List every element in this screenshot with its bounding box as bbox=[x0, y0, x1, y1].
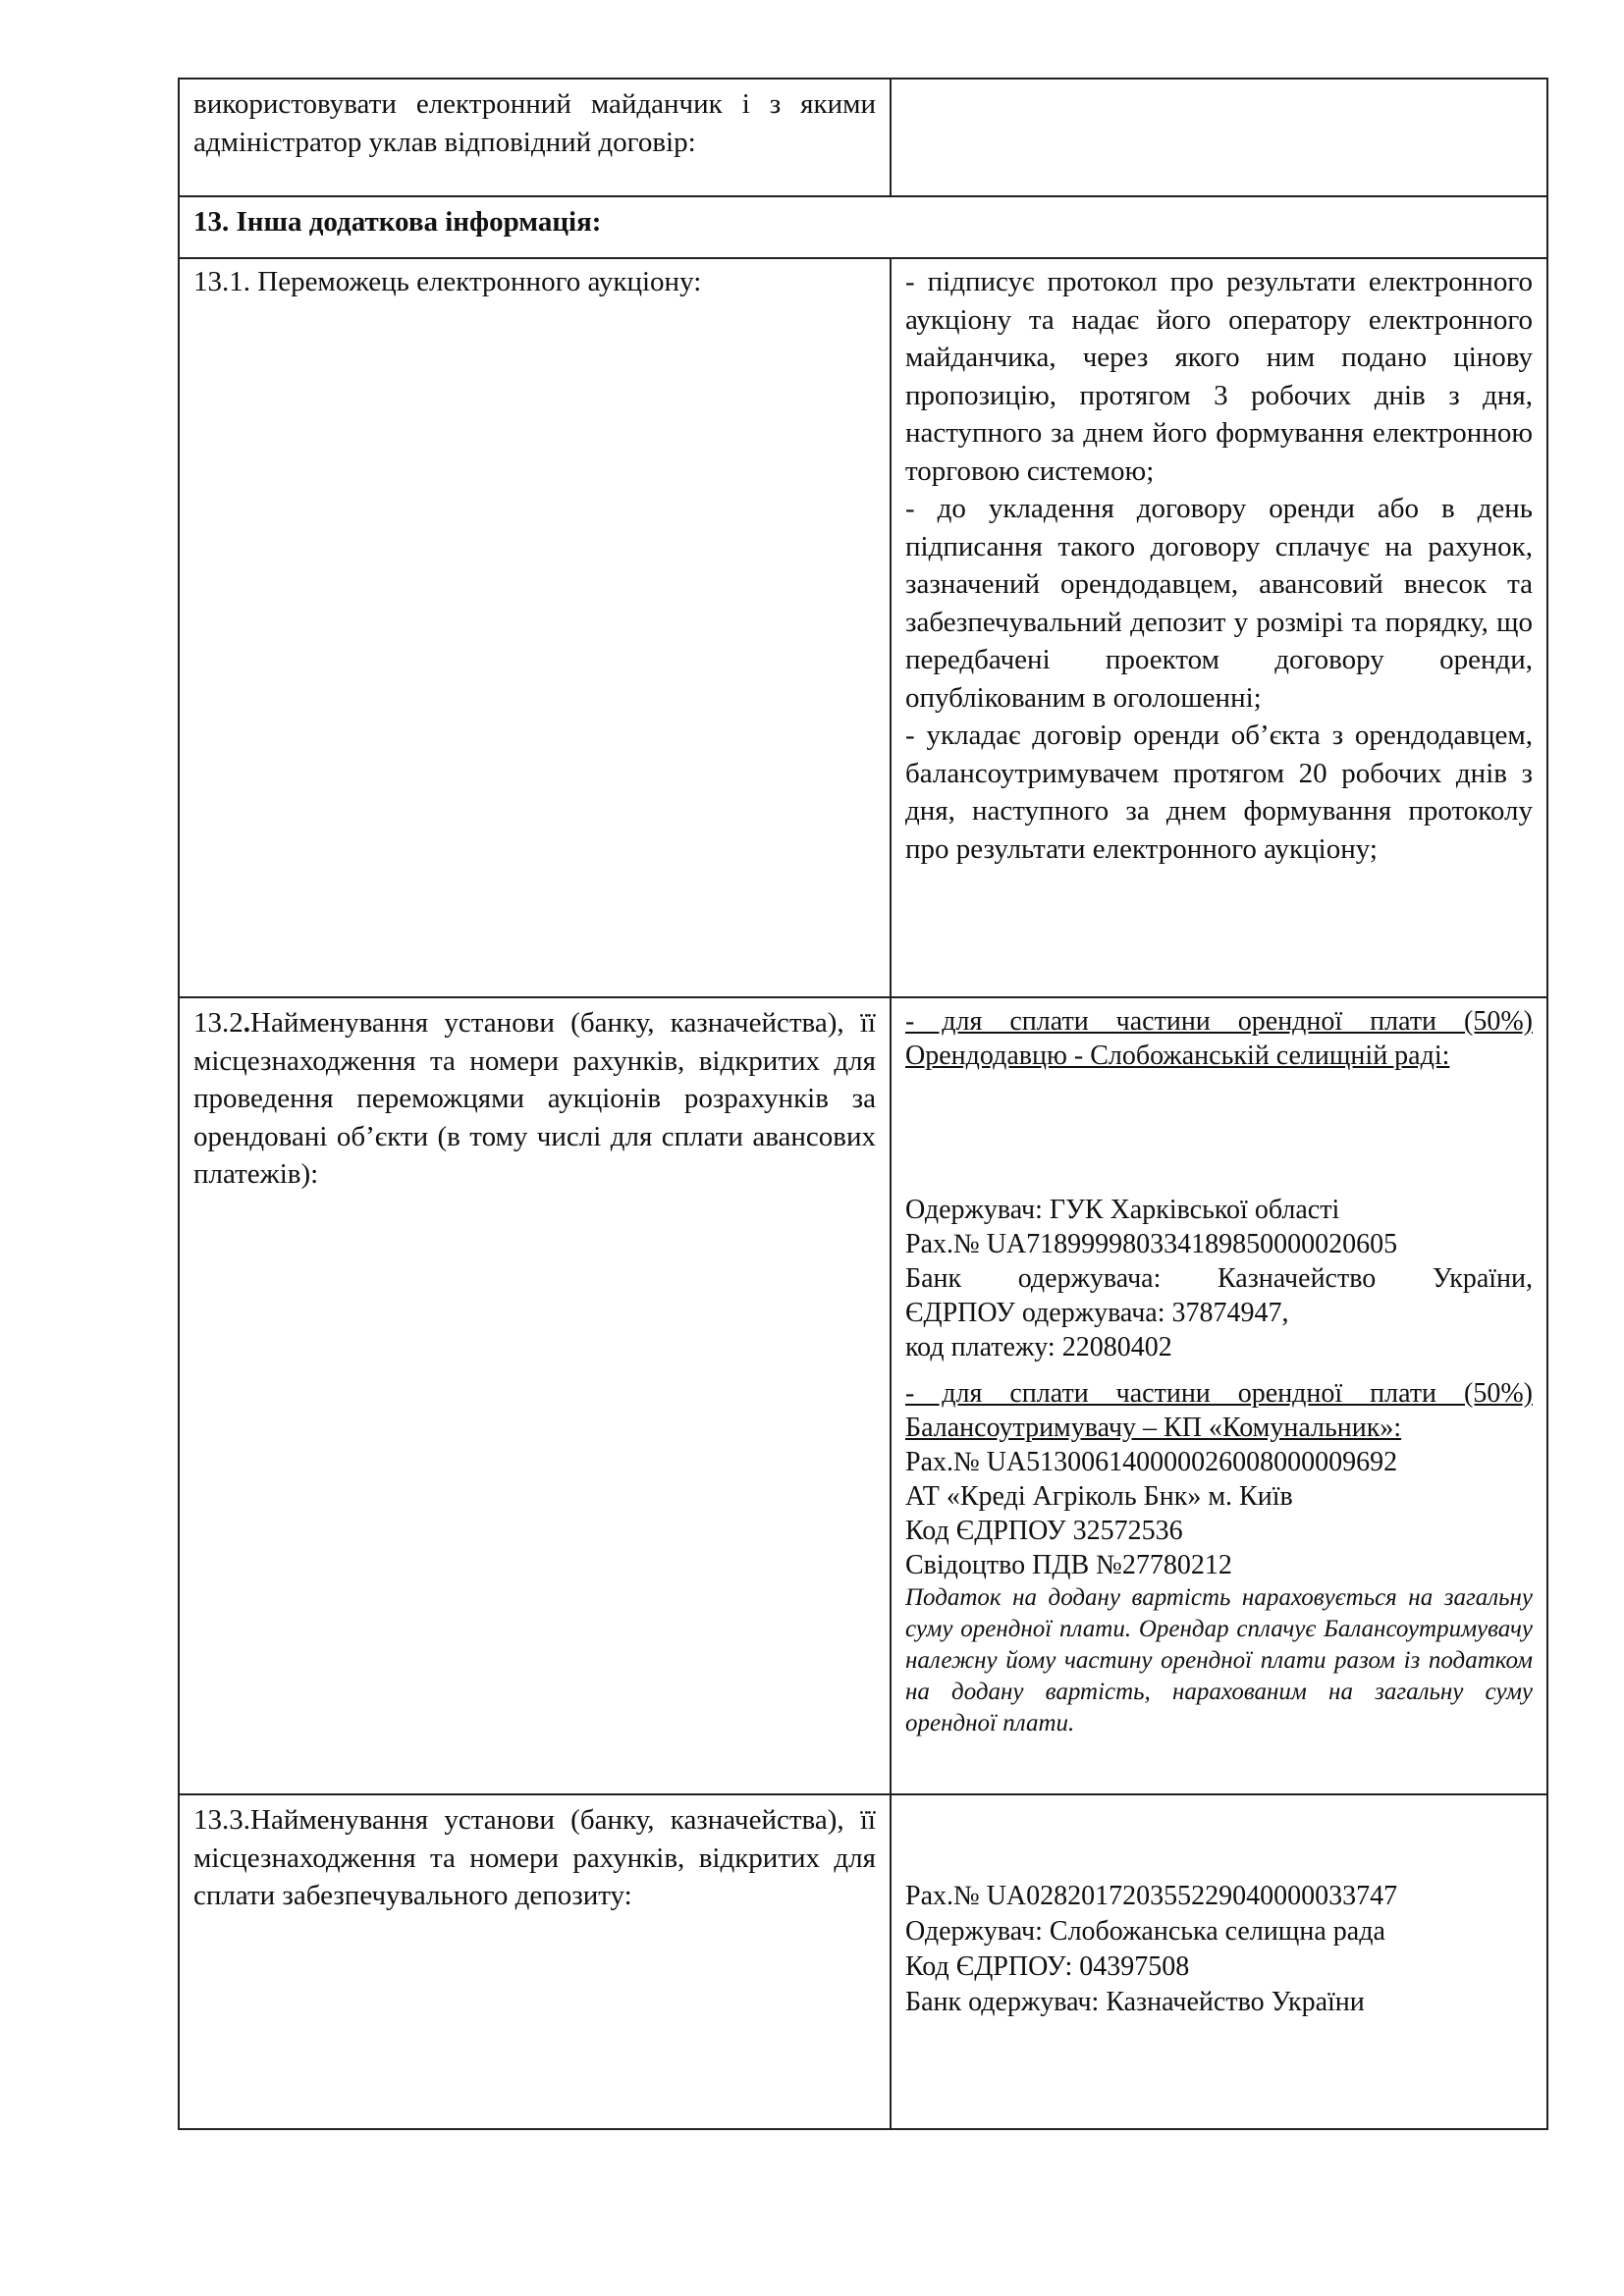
row0-right-cell bbox=[891, 79, 1547, 196]
row132-label-text: Найменування установи (банку, казначейства), її місцезнаходження та номери рахунків, відкритих для проведення переможцями аукціонів розрахунків за орендовані об’єкти (в тому числі для сплати авансових платежів): bbox=[193, 1007, 876, 1190]
spacer bbox=[905, 1073, 1533, 1193]
winner-duty-1: - підписує протокол про результати електронного аукціону та надає його оператору електронного майданчика, через якого ним подано цінову пропозицію, протягом 3 робочих днів з дня, наступного за днем його формування електронною торговою системою; bbox=[905, 266, 1533, 487]
row0-text: використовувати електронний майданчик і з якими адміністратор уклав відповідний договір: bbox=[193, 88, 876, 158]
block1-payment-code: код платежу: 22080402 bbox=[905, 1332, 1172, 1362]
block1-bank: Банк одержувача: Казначейство України, bbox=[905, 1263, 1533, 1294]
table-row bbox=[179, 1794, 1547, 2129]
row132-right-cell bbox=[891, 997, 1547, 1794]
info-table bbox=[178, 78, 1548, 2130]
row133-left-cell bbox=[179, 1794, 891, 2129]
deposit-edrpou: Код ЄДРПОУ: 04397508 bbox=[905, 1951, 1190, 1982]
vat-note: Податок на додану вартість нараховується на загальну суму орендної плати. Орендар сплачує Балансоутримувачу належну йому частину орендної плати разом із податком на додану вартість, нарахованим на загальну суму орендної плати. bbox=[905, 1584, 1533, 1736]
payment-block-2-heading: - для сплати частини орендної плати (50%) Балансоутримувачу – КП «Комунальник»: bbox=[905, 1378, 1533, 1443]
row133-label: 13.3.Найменування установи (банку, казначейства), її місцезнаходження та номери рахунків, відкритих для сплати забезпечувального депозиту: bbox=[193, 1804, 876, 1911]
winner-duty-2: - до укладення договору оренди або в день підписання такого договору сплачує на рахунок, зазначений орендодавцем, авансовий внесок та забезпечувальний депозит у розмірі та порядку, що передбачені проектом договору оренди, опублікованим в оголошенні; bbox=[905, 493, 1533, 714]
payment-block-1-heading: - для сплати частини орендної плати (50%) Орендодавцю - Слобожанській селищній раді: bbox=[905, 1006, 1533, 1071]
block2-bank: АТ «Креді Агріколь Бнк» м. Київ bbox=[905, 1481, 1293, 1512]
block1-account: Рах.№ UA718999980334189850000020605 bbox=[905, 1229, 1398, 1259]
row131-label: 13.1. Переможець електронного аукціону: bbox=[193, 266, 702, 297]
section-13-header bbox=[179, 196, 1547, 258]
spacer bbox=[905, 1801, 1533, 1879]
table-row bbox=[179, 79, 1547, 196]
row133-right-cell bbox=[891, 1794, 1547, 2129]
winner-duty-3: - укладає договір оренди об’єкта з орендодавцем, балансоутримувачем протягом 20 робочих днів з дня, наступного за днем формування протоколу про результати електронного аукціону; bbox=[905, 720, 1533, 865]
spacer bbox=[905, 1364, 1533, 1376]
row0-left-cell bbox=[179, 79, 891, 196]
row131-left-cell bbox=[179, 258, 891, 997]
block1-edrpou: ЄДРПОУ одержувача: 37874947, bbox=[905, 1298, 1289, 1328]
block2-vat-certificate: Свідоцтво ПДВ №27780212 bbox=[905, 1550, 1232, 1580]
deposit-account: Рах.№ UA028201720355229040000033747 bbox=[905, 1881, 1398, 1911]
deposit-bank: Банк одержувач: Казначейство України bbox=[905, 1987, 1365, 2017]
block2-account: Рах.№ UA513006140000026008000009692 bbox=[905, 1447, 1398, 1477]
row132-left-cell bbox=[179, 997, 891, 1794]
table-row bbox=[179, 258, 1547, 997]
row131-right-cell bbox=[891, 258, 1547, 997]
table-row bbox=[179, 196, 1547, 258]
row132-label-num: 13.2 bbox=[193, 1007, 244, 1039]
table-row bbox=[179, 997, 1547, 1794]
section-13-title: 13. Інша додаткова інформація: bbox=[193, 206, 602, 238]
block1-recipient: Одержувач: ГУК Харківської області bbox=[905, 1195, 1340, 1225]
deposit-recipient: Одержувач: Слобожанська селищна рада bbox=[905, 1916, 1385, 1947]
row132-label-dot: . bbox=[243, 1007, 250, 1039]
block2-edrpou: Код ЄДРПОУ 32572536 bbox=[905, 1516, 1183, 1546]
